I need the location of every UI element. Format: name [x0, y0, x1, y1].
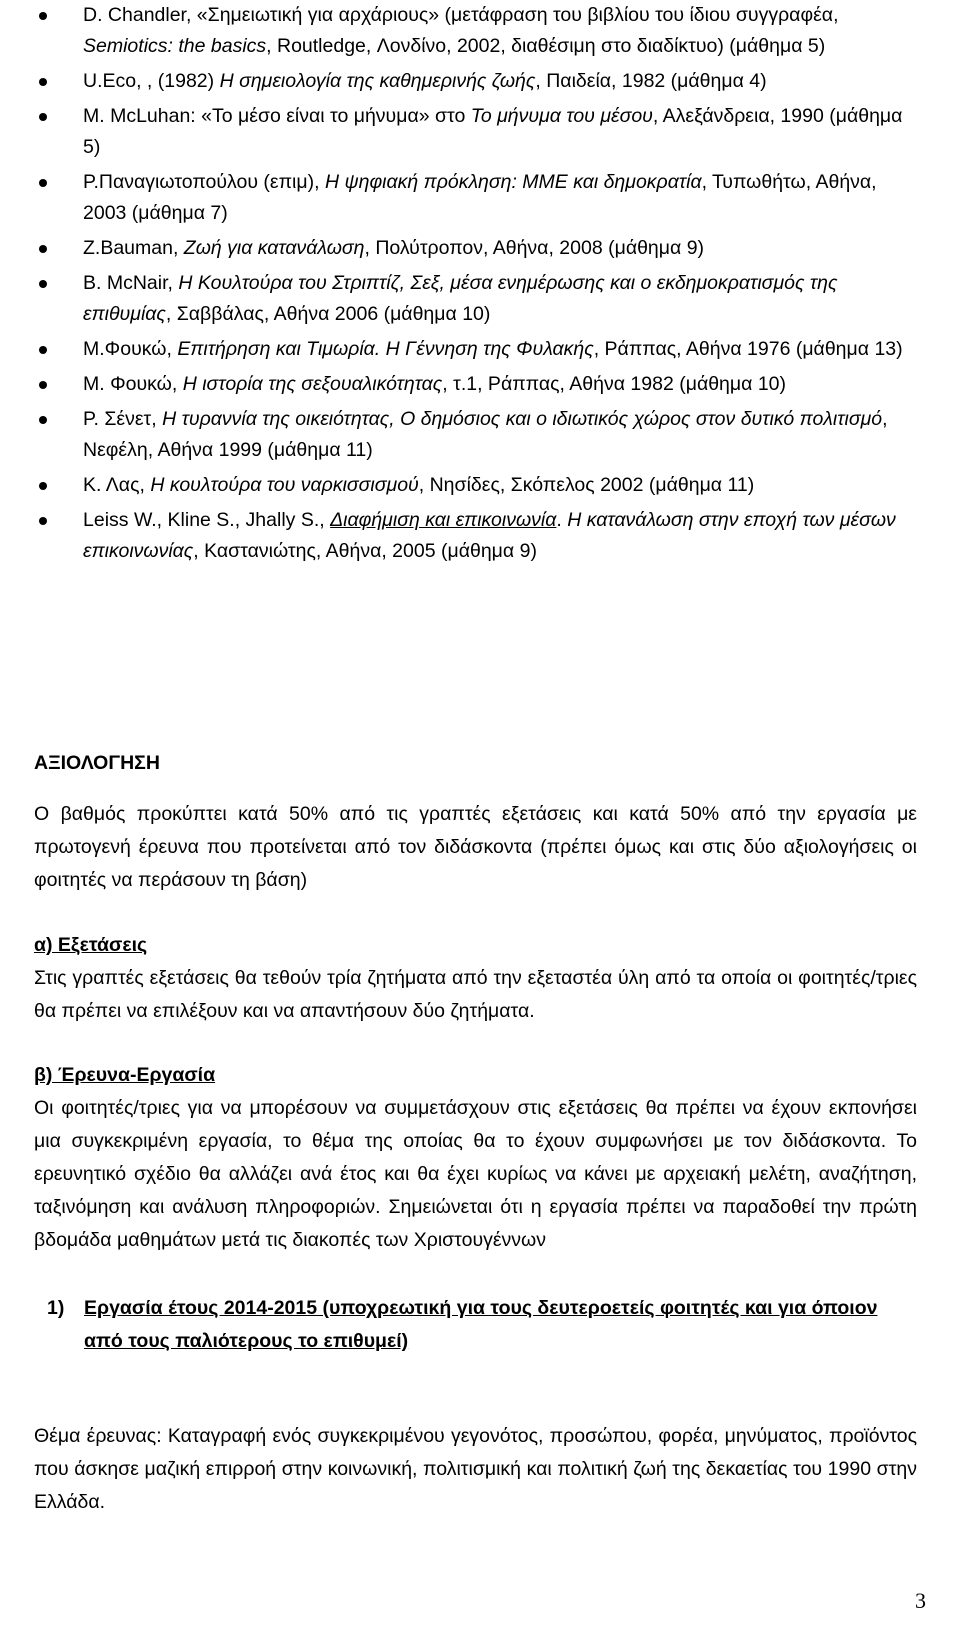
bullet-icon: [39, 179, 47, 187]
reference-text: U.Eco, , (1982): [83, 70, 220, 92]
reference-item: [34, 167, 919, 229]
bullet-icon: [39, 245, 47, 253]
reference-item: [34, 101, 919, 163]
reference-title: Η τυραννία της οικειότητας, Ο δημόσιος και ο ιδιωτικός χώρος στον δυτικό πολιτισμό: [162, 408, 883, 430]
reference-text: D. Chandler, «Σημειωτική για αρχάριους» (μετάφραση του βιβλίου του ίδιου συγγραφέα,: [83, 4, 839, 26]
reference-text: , Routledge, Λονδίνο, 2002, διαθέσιμη στο διαδίκτυο) (μάθημα 5): [266, 35, 826, 57]
reference-text: , Πολύτροπον, Αθήνα, 2008 (μάθημα 9): [364, 237, 705, 259]
reference-item: [34, 0, 919, 62]
bullet-icon: [39, 517, 47, 525]
reference-title: Semiotics: the basics: [83, 35, 267, 57]
reference-item: [34, 268, 919, 330]
reference-text: , Αλεξάνδρεια, 1990 (μάθημα 5): [83, 105, 903, 158]
research-topic: Θέμα έρευνας: Καταγραφή ενός συγκεκριμένου γεγονότος, προσώπου, φορέα, μηνύματος, προϊόντος που άσκησε μαζική επιρροή στην κοινωνική, πολιτισμική και πολιτική ζωή της δεκαετίας του 1990 στην Ελλάδα.: [34, 1425, 917, 1513]
reference-item: [34, 470, 919, 501]
reference-text: , τ.1, Ράππας, Αθήνα 1982 (μάθημα 10): [442, 373, 787, 395]
reference-text: M. McLuhan: «Το μέσο είναι το μήνυμα» στο: [83, 105, 471, 127]
reference-text: Μ.Φουκώ,: [83, 338, 178, 360]
reference-title: Η κουλτούρα του ναρκισσισμού: [150, 474, 419, 496]
bullet-icon: [39, 280, 47, 288]
reference-item: [34, 404, 919, 466]
bullet-icon: [39, 416, 47, 424]
reference-title: Η ψηφιακή πρόκληση: ΜΜΕ και δημοκρατία: [324, 171, 702, 193]
assessment-intro: Ο βαθμός προκύπτει κατά 50% από τις γραπτές εξετάσεις και κατά 50% από την εργασία με πρωτογενή έρευνα που προτείνεται από τον διδάσκοντα (πρέπει όμως και στις δύο αξιολογήσεις οι φοιτητές να περάσουν τη βάση): [34, 803, 917, 891]
reference-text: , Καστανιώτης, Αθήνα, 2005 (μάθημα 9): [193, 540, 537, 562]
reference-list: [34, 0, 919, 571]
reference-text: Μ. Φουκώ,: [83, 373, 183, 395]
reference-title: Η Κουλτούρα του Στριπτίζ, Σεξ, μέσα ενημέρωσης και ο εκδημοκρατισμός της επιθυμίας: [83, 272, 838, 325]
reference-text: .: [556, 509, 568, 531]
reference-item: [34, 334, 919, 365]
reference-text: Ρ.Παναγιωτοπούλου (επιμ),: [83, 171, 325, 193]
reference-item: [34, 233, 919, 264]
bullet-icon: [39, 482, 47, 490]
assessment-heading: ΑΞΙΟΛΟΓΗΣΗ: [34, 752, 160, 774]
reference-item: [34, 369, 919, 400]
reference-title: Το μήνυμα του μέσου: [470, 105, 653, 127]
item-number: 1): [47, 1297, 65, 1319]
reference-text: B. McNair,: [83, 272, 179, 294]
reference-title: Επιτήρηση και Τιμωρία. Η Γέννηση της Φυλακής: [177, 338, 594, 360]
exams-heading: α) Εξετάσεις: [34, 934, 148, 956]
reference-item: [34, 505, 919, 567]
research-heading: β) Έρευνα-Εργασία: [34, 1064, 216, 1086]
reference-text: , Παιδεία, 1982 (μάθημα 4): [535, 70, 767, 92]
reference-title: Η σημειολογία της καθημερινής ζωής: [219, 70, 536, 92]
bullet-icon: [39, 113, 47, 121]
bullet-icon: [39, 12, 47, 20]
reference-title: Η ιστορία της σεξουαλικότητας: [182, 373, 443, 395]
reference-text: , Ράππας, Αθήνα 1976 (μάθημα 13): [593, 338, 903, 360]
bullet-icon: [39, 381, 47, 389]
reference-item: [34, 66, 919, 97]
reference-text: , Νησίδες, Σκόπελος 2002 (μάθημα 11): [418, 474, 755, 496]
reference-title: Ζωή για κατανάλωση: [183, 237, 365, 259]
reference-text: Ρ. Σένετ,: [83, 408, 163, 430]
bullet-icon: [39, 346, 47, 354]
reference-text: Z.Bauman,: [83, 237, 184, 259]
reference-title: Διαφήμιση και επικοινωνία: [330, 509, 557, 531]
reference-title: Η κατανάλωση στην εποχή των μέσων επικοινωνίας: [83, 509, 896, 562]
research-paragraph: Οι φοιτητές/τριες για να μπορέσουν να συμμετάσχουν στις εξετάσεις θα πρέπει να έχουν εκπονήσει μια συγκεκριμένη εργασία, το θέμα της οποίας θα το έχουν συμφωνήσει με τον διδάσκοντα. Το ερευνητικό σχέδιο θα αλλάζει ανά έτος και θα έχει κυρίως να κάνει με αρχειακή μελέτη, αναζήτηση, ταξινόμηση και ανάλυση πληροφοριών. Σημειώνεται ότι η εργασία πρέπει να παραδοθεί την πρώτη βδομάδα μαθημάτων μετά τις διακοπές των Χριστουγέννων: [34, 1097, 917, 1251]
reference-text: , Τυπωθήτω, Αθήνα, 2003 (μάθημα 7): [83, 171, 877, 224]
reference-text: Leiss W., Kline S., Jhally S.,: [83, 509, 331, 531]
page-number: 3: [915, 1588, 926, 1613]
reference-text: , Νεφέλη, Αθήνα 1999 (μάθημα 11): [83, 408, 888, 461]
reference-text: , Σαββάλας, Αθήνα 2006 (μάθημα 10): [165, 303, 491, 325]
numbered-item: [34, 1292, 917, 1358]
bullet-icon: [39, 78, 47, 86]
reference-text: Κ. Λας,: [83, 474, 151, 496]
item-text: Εργασία έτους 2014-2015 (υποχρεωτική για τους δευτεροετείς φοιτητές και για όποιον από τους παλιότερους το επιθυμεί): [84, 1297, 878, 1352]
exams-paragraph: Στις γραπτές εξετάσεις θα τεθούν τρία ζητήματα από την εξεταστέα ύλη από τα οποία οι φοιτητές/τριες θα πρέπει να επιλέξουν και να απαντήσουν δύο ζητήματα.: [34, 967, 917, 1022]
